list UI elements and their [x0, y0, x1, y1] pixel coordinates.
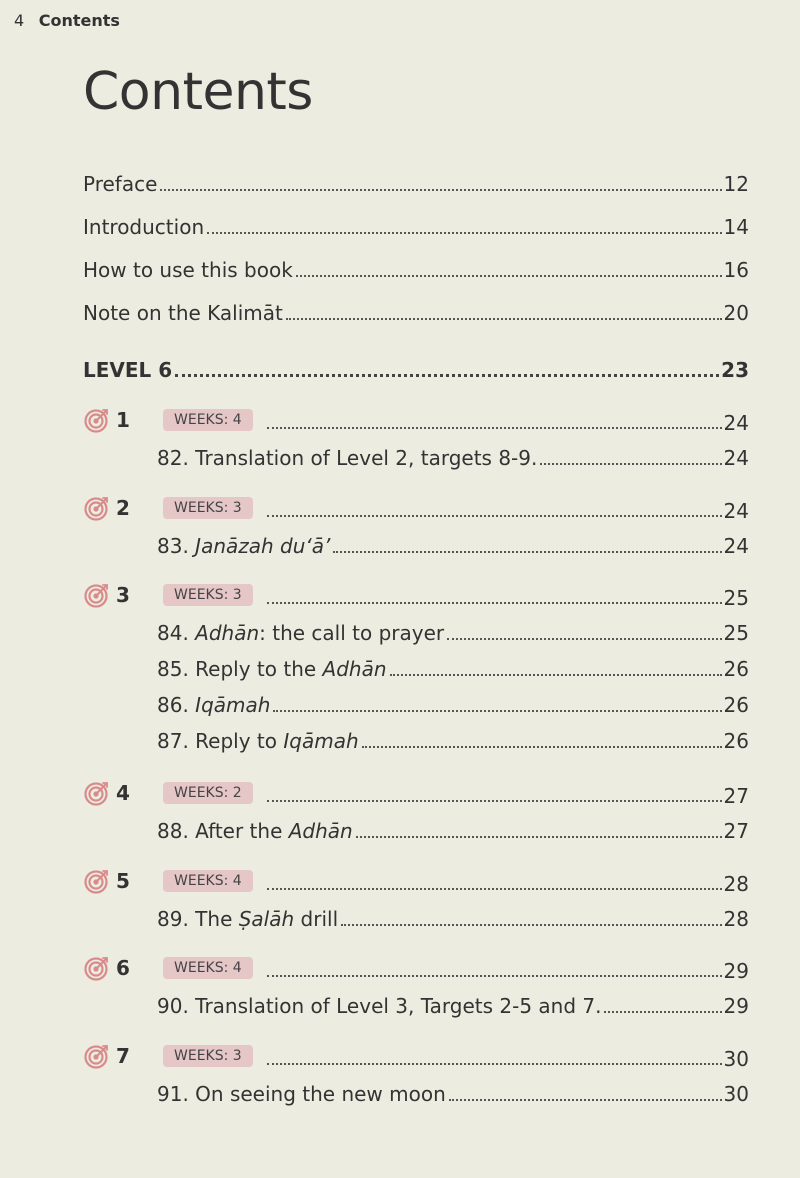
target-row-4[interactable] [84, 778, 749, 808]
toc-item-89[interactable] [157, 901, 749, 931]
target-page: 30 [723, 1047, 749, 1071]
toc-entry-how-to-use[interactable] [83, 252, 749, 282]
target-number: 3 [116, 583, 130, 607]
weeks-badge: WEEKS: 3 [163, 584, 253, 606]
toc-item-page: 30 [723, 1082, 749, 1106]
target-row-7[interactable] [84, 1041, 749, 1071]
target-row-6[interactable] [84, 953, 749, 983]
level-label: LEVEL 6 [83, 358, 173, 382]
target-page: 25 [723, 586, 749, 610]
toc-item-82[interactable] [157, 440, 749, 470]
toc-entry-label: Note on the Kalimāt [83, 301, 283, 325]
target-icon [84, 955, 110, 981]
dot-leader [449, 1099, 722, 1101]
toc-item-87[interactable] [157, 723, 749, 753]
toc-item-label: 89. The Ṣalāh drill [157, 907, 339, 931]
toc-entry-preface[interactable] [83, 166, 749, 196]
target-number: 6 [116, 956, 130, 980]
toc-entry-page: 12 [723, 172, 749, 196]
dot-leader [604, 1011, 721, 1013]
toc-item-88[interactable] [157, 813, 749, 843]
dot-leader [267, 888, 722, 890]
running-head-title: Contents [38, 11, 120, 30]
dot-leader [267, 602, 722, 604]
dot-leader [341, 924, 721, 926]
weeks-badge: WEEKS: 3 [163, 497, 253, 519]
target-icon [84, 868, 110, 894]
toc-entry-label: Introduction [83, 215, 205, 239]
dot-leader [286, 318, 722, 320]
dot-leader [296, 275, 722, 277]
dot-leader [267, 515, 722, 517]
running-head [14, 11, 120, 30]
dot-leader [273, 710, 721, 712]
toc-item-page: 24 [723, 534, 749, 558]
toc-item-page: 29 [723, 994, 749, 1018]
toc-item-label: 85. Reply to the Adhān [157, 657, 387, 681]
target-row-2[interactable] [84, 493, 749, 523]
toc-entry-label: Preface [83, 172, 158, 196]
toc-item-page: 28 [723, 907, 749, 931]
toc-item-label: 91. On seeing the new moon [157, 1082, 446, 1106]
toc-item-label: 90. Translation of Level 3, Targets 2-5 and 7. [157, 994, 602, 1018]
target-row-1[interactable] [84, 405, 749, 435]
toc-item-91[interactable] [157, 1076, 749, 1106]
target-page: 24 [723, 499, 749, 523]
toc-item-page: 24 [723, 446, 749, 470]
toc-item-label: 88. After the Adhān [157, 819, 353, 843]
toc-entry-page: 16 [723, 258, 749, 282]
dot-leader [356, 836, 722, 838]
toc-entry-note-on-kalimat[interactable] [83, 295, 749, 325]
toc-item-84[interactable] [157, 615, 749, 645]
toc-item-page: 26 [723, 693, 749, 717]
dot-leader [207, 232, 721, 234]
target-row-3[interactable] [84, 580, 749, 610]
weeks-badge: WEEKS: 4 [163, 957, 253, 979]
toc-item-label: 82. Translation of Level 2, targets 8-9. [157, 446, 538, 470]
target-icon [84, 495, 110, 521]
dot-leader [362, 746, 722, 748]
toc-item-85[interactable] [157, 651, 749, 681]
dot-leader [333, 551, 721, 553]
weeks-badge: WEEKS: 3 [163, 1045, 253, 1067]
toc-item-label: 87. Reply to Iqāmah [157, 729, 359, 753]
target-row-5[interactable] [84, 866, 749, 896]
target-number: 4 [116, 781, 130, 805]
toc-item-label: 86. Iqāmah [157, 693, 271, 717]
toc-item-83[interactable] [157, 528, 749, 558]
toc-item-page: 25 [723, 621, 749, 645]
toc-entry-label: How to use this book [83, 258, 293, 282]
toc-item-90[interactable] [157, 988, 749, 1018]
toc-item-label: 83. Janāzah du‘ā’ [157, 534, 331, 558]
toc-item-page: 26 [723, 729, 749, 753]
toc-item-86[interactable] [157, 687, 749, 717]
dot-leader [160, 189, 721, 191]
toc-item-page: 26 [723, 657, 749, 681]
toc-item-page: 27 [723, 819, 749, 843]
target-page: 28 [723, 872, 749, 896]
target-icon [84, 780, 110, 806]
target-page: 24 [723, 411, 749, 435]
toc-entry-introduction[interactable] [83, 209, 749, 239]
dot-leader [175, 374, 719, 377]
target-number: 7 [116, 1044, 130, 1068]
weeks-badge: WEEKS: 4 [163, 409, 253, 431]
dot-leader [447, 638, 721, 640]
target-number: 2 [116, 496, 130, 520]
target-number: 1 [116, 408, 130, 432]
dot-leader [267, 975, 722, 977]
weeks-badge: WEEKS: 2 [163, 782, 253, 804]
level-page: 23 [721, 358, 749, 382]
toc-entry-page: 20 [723, 301, 749, 325]
toc-entry-page: 14 [723, 215, 749, 239]
target-number: 5 [116, 869, 130, 893]
running-head-page-number: 4 [14, 11, 25, 30]
dot-leader [540, 463, 721, 465]
dot-leader [267, 800, 722, 802]
weeks-badge: WEEKS: 4 [163, 870, 253, 892]
target-page: 27 [723, 784, 749, 808]
toc-item-label: 84. Adhān: the call to prayer [157, 621, 445, 645]
toc-level-heading[interactable] [83, 352, 749, 382]
target-page: 29 [723, 959, 749, 983]
dot-leader [267, 427, 722, 429]
page-title: Contents [83, 62, 313, 122]
target-icon [84, 582, 110, 608]
target-icon [84, 407, 110, 433]
target-icon [84, 1043, 110, 1069]
dot-leader [390, 674, 722, 676]
dot-leader [267, 1063, 722, 1065]
